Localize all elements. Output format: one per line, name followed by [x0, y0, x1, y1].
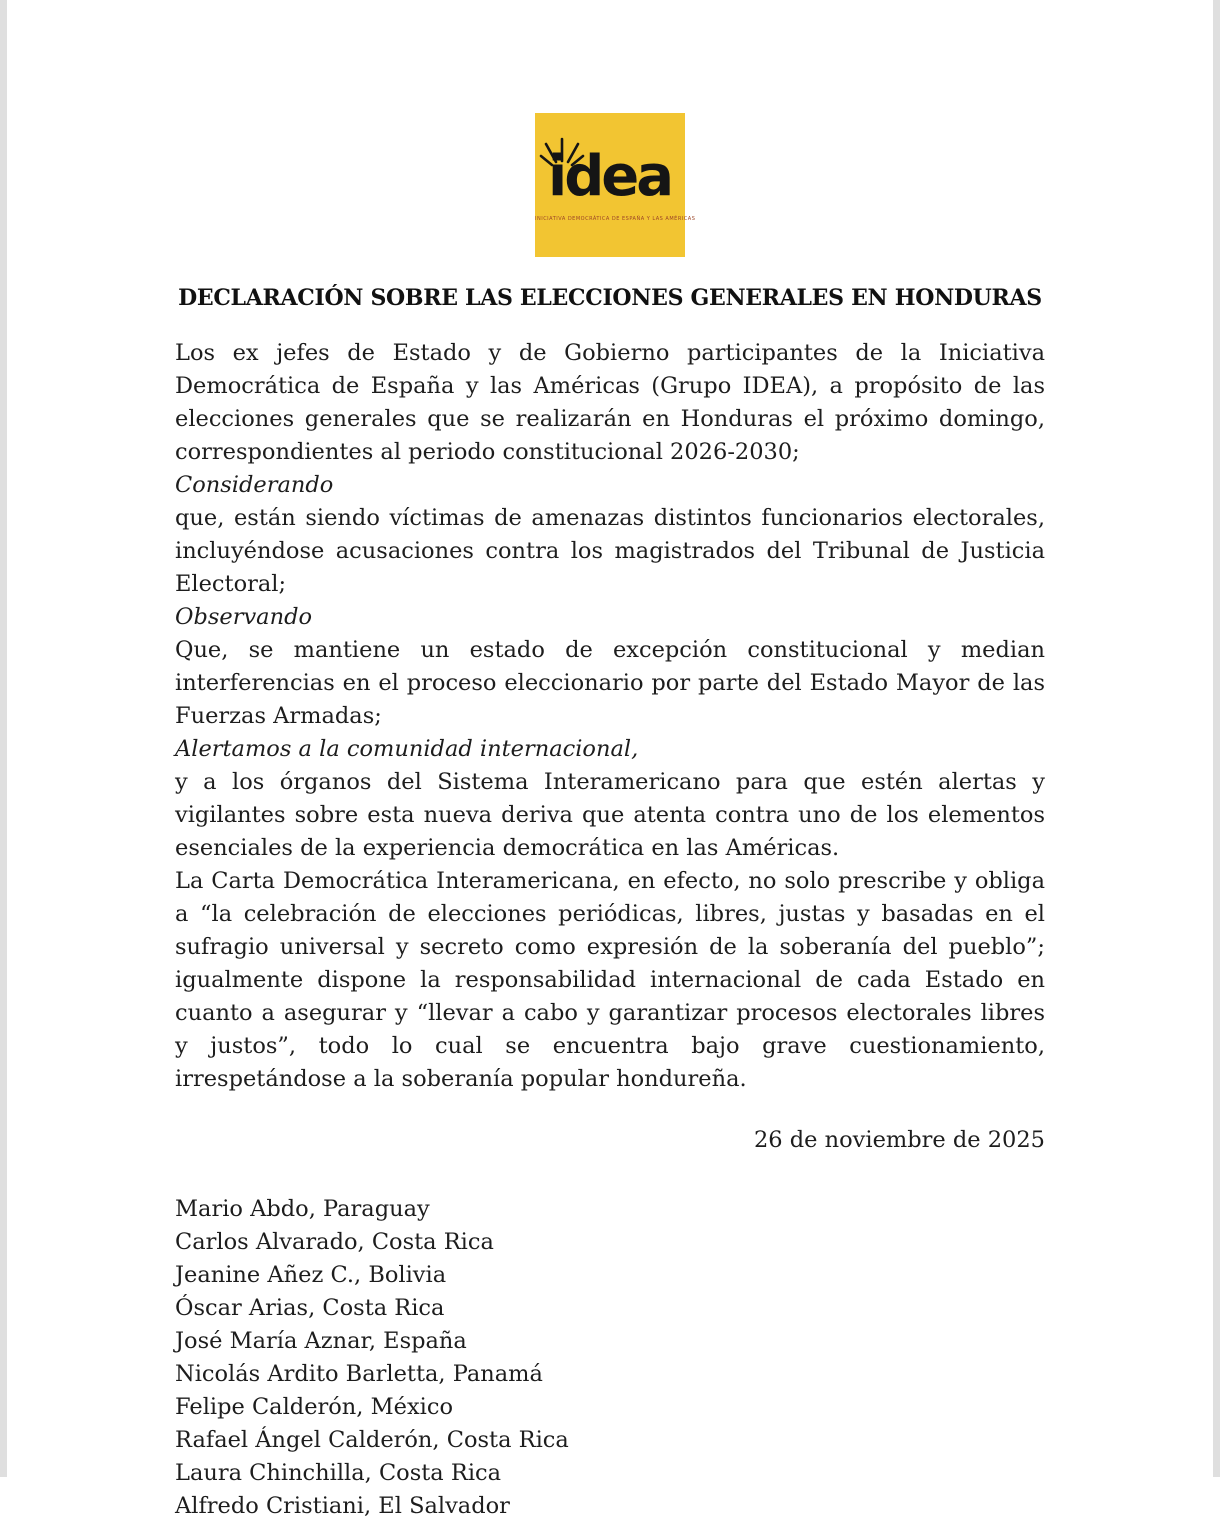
signatory: Rafael Ángel Calderón, Costa Rica — [175, 1427, 569, 1453]
section-heading: Observando — [175, 604, 313, 630]
signatory: Jeanine Añez C., Bolivia — [175, 1262, 447, 1288]
signatory: Carlos Alvarado, Costa Rica — [175, 1229, 494, 1255]
logo-container — [0, 0, 1220, 257]
body-paragraph: y a los órganos del Sistema Interamericano para que estén alertas y vigilantes sobre esta nueva deriva que atenta contra uno de los elementos esenciales de la experiencia democrática en las Américas. — [175, 769, 1045, 861]
body-paragraph: Que, se mantiene un estado de excepción constitucional y median interferencias en el proceso eleccionario por parte del Estado Mayor de las Fuerzas Armadas; — [175, 637, 1045, 729]
body-paragraph: La Carta Democrática Interamericana, en efecto, no solo prescribe y obliga a “la celebración de elecciones periódicas, libres, justas y basadas en el sufragio universal y secreto como expresión de la soberanía del pueblo”; igualmente dispone la responsabilidad internacional de cada Estado en cuanto a asegurar y “llevar a cabo y garantizar procesos electorales libres y justos”, todo lo cual se encuentra bajo grave cuestionamiento, irrespetándose a la soberanía popular hondureña. — [175, 868, 1045, 1092]
page-edge-right — [1213, 0, 1220, 1477]
document-title: DECLARACIÓN SOBRE LAS ELECCIONES GENERALES EN HONDURAS — [178, 285, 1042, 311]
section-heading: Considerando — [175, 472, 334, 498]
logo-tagline: INICIATIVA DEMOCRÁTICA DE ESPAÑA Y LAS AMÉRICAS — [535, 216, 696, 222]
logo-wordmark: idea — [548, 144, 672, 209]
body-paragraph: Los ex jefes de Estado y de Gobierno participantes de la Iniciativa Democrática de España y las Américas (Grupo IDEA), a propósito de las elecciones generales que se realizarán en Honduras el próximo domingo, correspondientes al periodo constitucional 2026-2030; — [175, 340, 1045, 465]
signatory: José María Aznar, España — [175, 1328, 467, 1354]
signatory: Óscar Arias, Costa Rica — [175, 1295, 445, 1321]
signatories-list — [175, 1193, 1045, 1523]
signatory: Mario Abdo, Paraguay — [175, 1196, 430, 1222]
page-edge-left — [0, 0, 7, 1477]
section-heading: Alertamos a la comunidad internacional, — [175, 736, 639, 762]
body-paragraph: que, están siendo víctimas de amenazas distintos funcionarios electorales, incluyéndose acusaciones contra los magistrados del Tribunal de Justicia Electoral; — [175, 505, 1045, 597]
date-line: 26 de noviembre de 2025 — [753, 1127, 1045, 1153]
signatory: Felipe Calderón, México — [175, 1394, 453, 1420]
signatory: Alfredo Cristiani, El Salvador — [175, 1493, 510, 1519]
signatory: Nicolás Ardito Barletta, Panamá — [175, 1361, 543, 1387]
body-paragraphs — [175, 337, 1045, 1096]
idea-logo — [535, 113, 696, 257]
signatory: Laura Chinchilla, Costa Rica — [175, 1460, 502, 1486]
